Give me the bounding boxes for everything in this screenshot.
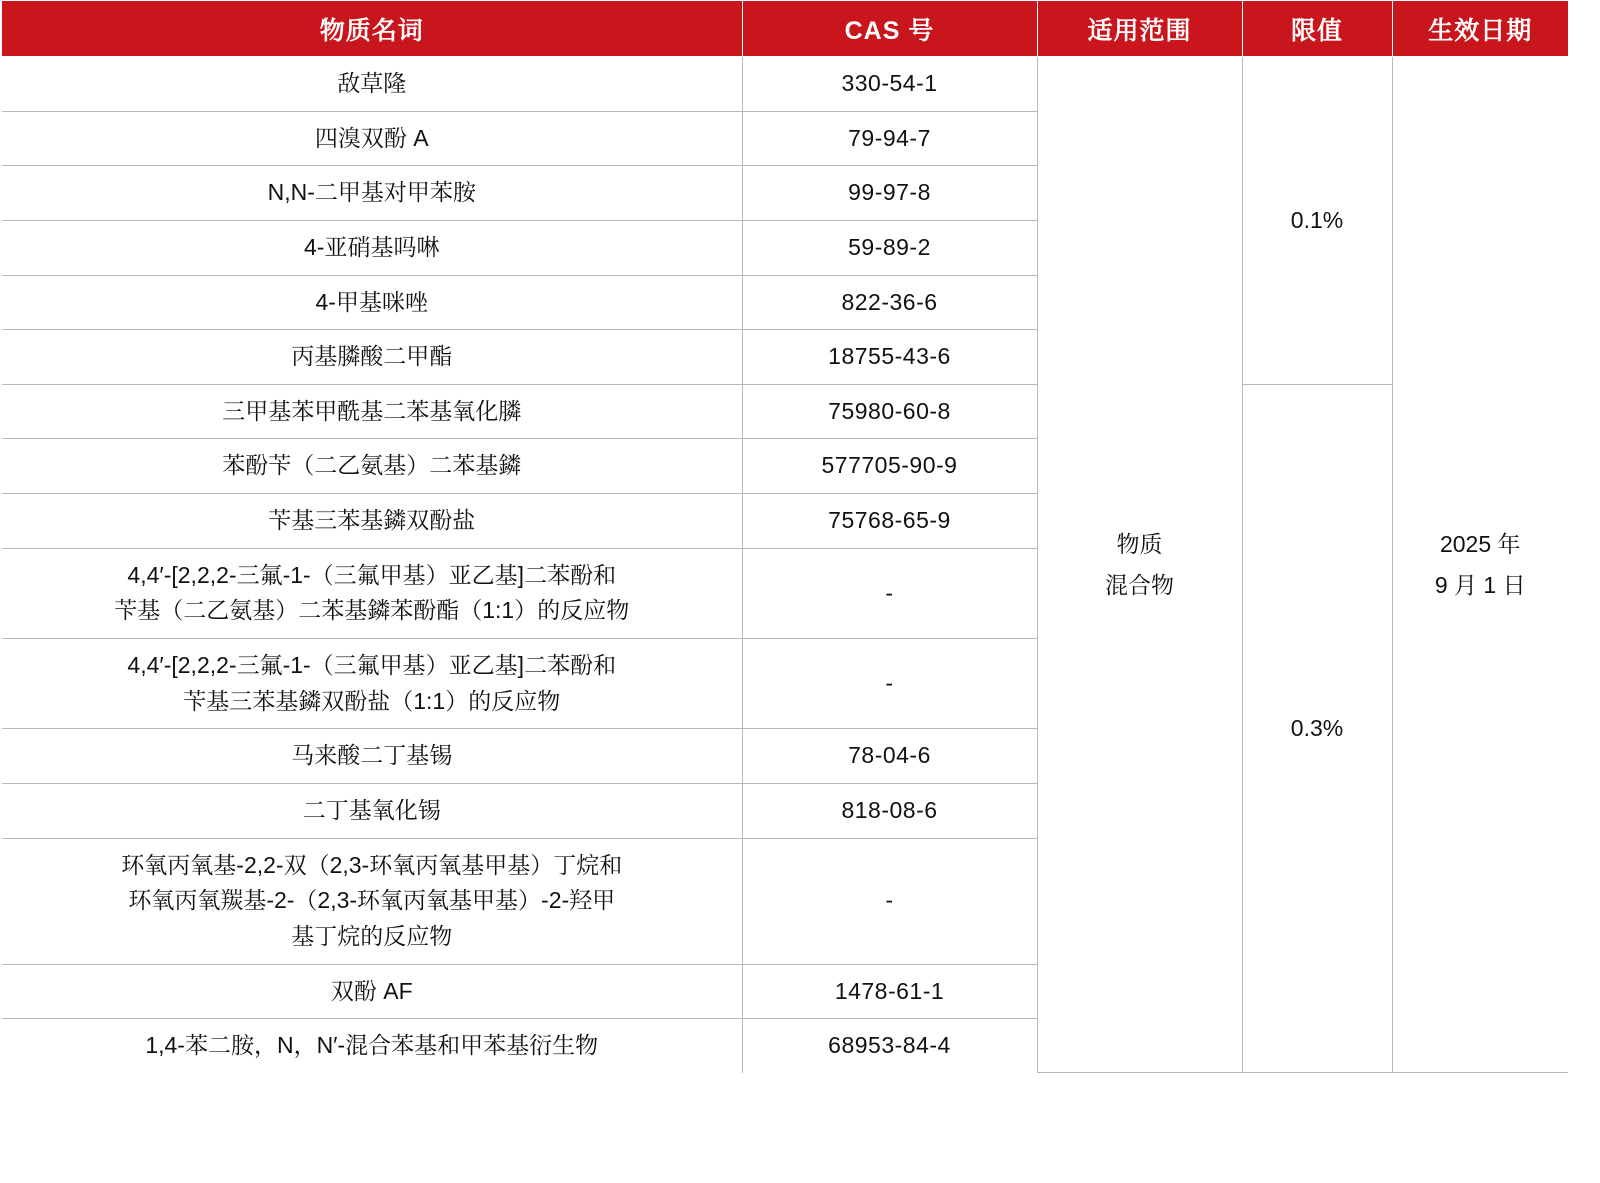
cell-cas-number: 75768-65-9 [742,494,1037,549]
cell-substance-name: 敌草隆 [2,57,742,112]
cell-limit-first: 0.1% [1242,57,1392,385]
substance-name-line-1: 4,4′-[2,2,2-三氟-1-（三氟甲基）亚乙基]二苯酚和 [127,561,617,588]
cell-cas-number: - [742,838,1037,964]
cell-scope [1037,57,1242,1073]
cell-substance-name: 4-甲基咪唑 [2,275,742,330]
column-header-cas-number: CAS 号 [742,1,1037,57]
column-header-scope: 适用范围 [1037,1,1242,57]
table-header [2,1,1568,57]
table-header-row [2,1,1568,57]
cell-cas-number: 577705-90-9 [742,439,1037,494]
cell-substance-name: 1,4-苯二胺，N，N′-混合苯基和甲苯基衍生物 [2,1019,742,1073]
substance-name-line-2: 苄基三苯基鏻双酚盐（1:1）的反应物 [183,687,561,714]
cell-substance-name: 4-亚硝基吗啉 [2,220,742,275]
cell-substance-name [2,548,742,638]
substance-name-line-2: 苄基（二乙氨基）二苯基鏻苯酚酯（1:1）的反应物 [114,597,630,624]
restricted-substances-table [2,0,1568,1073]
cell-cas-number: 75980-60-8 [742,384,1037,439]
substance-name-line-1: 4,4′-[2,2,2-三氟-1-（三氟甲基）亚乙基]二苯酚和 [127,652,617,679]
table-body [2,57,1568,1073]
cell-cas-number: 78-04-6 [742,729,1037,784]
cell-substance-name: 马来酸二丁基锡 [2,729,742,784]
column-header-effective-date: 生效日期 [1392,1,1568,57]
substance-name-line-2: 环氧丙氧羰基-2-（2,3-环氧丙氧基甲基）-2-羟甲 [128,887,616,914]
scope-line-2: 混合物 [1105,571,1174,598]
cell-substance-name: 丙基膦酸二甲酯 [2,330,742,385]
column-header-substance-name: 物质名词 [2,1,742,57]
cell-substance-name: 四溴双酚 A [2,111,742,166]
cell-cas-number: 1478-61-1 [742,964,1037,1019]
cell-substance-name: 二丁基氧化锡 [2,783,742,838]
cell-cas-number: 79-94-7 [742,111,1037,166]
cell-substance-name: N,N-二甲基对甲苯胺 [2,166,742,221]
cell-cas-number: - [742,639,1037,729]
cell-effective-date [1392,57,1568,1073]
cell-substance-name: 苯酚苄（二乙氨基）二苯基鏻 [2,439,742,494]
cell-limit-second: 0.3% [1242,384,1392,1072]
column-header-limit: 限值 [1242,1,1392,57]
cell-cas-number: 68953-84-4 [742,1019,1037,1073]
cell-substance-name [2,639,742,729]
table-row [2,57,1568,112]
cell-substance-name: 苄基三苯基鏻双酚盐 [2,494,742,549]
table-row [2,384,1568,439]
cell-cas-number: 99-97-8 [742,166,1037,221]
cell-substance-name [2,838,742,964]
substance-name-line-1: 环氧丙氧基-2,2-双（2,3-环氧丙氧基甲基）丁烷和 [121,851,623,878]
cell-substance-name: 双酚 AF [2,964,742,1019]
date-line-2: 9 月 1 日 [1434,571,1526,598]
cell-cas-number: - [742,548,1037,638]
cell-substance-name: 三甲基苯甲酰基二苯基氧化膦 [2,384,742,439]
scope-line-1: 物质 [1116,531,1163,558]
cell-cas-number: 18755-43-6 [742,330,1037,385]
date-line-1: 2025 年 [1439,531,1521,558]
cell-cas-number: 822-36-6 [742,275,1037,330]
cell-cas-number: 330-54-1 [742,57,1037,112]
substance-name-line-3: 基丁烷的反应物 [291,922,453,949]
cell-cas-number: 818-08-6 [742,783,1037,838]
cell-cas-number: 59-89-2 [742,220,1037,275]
